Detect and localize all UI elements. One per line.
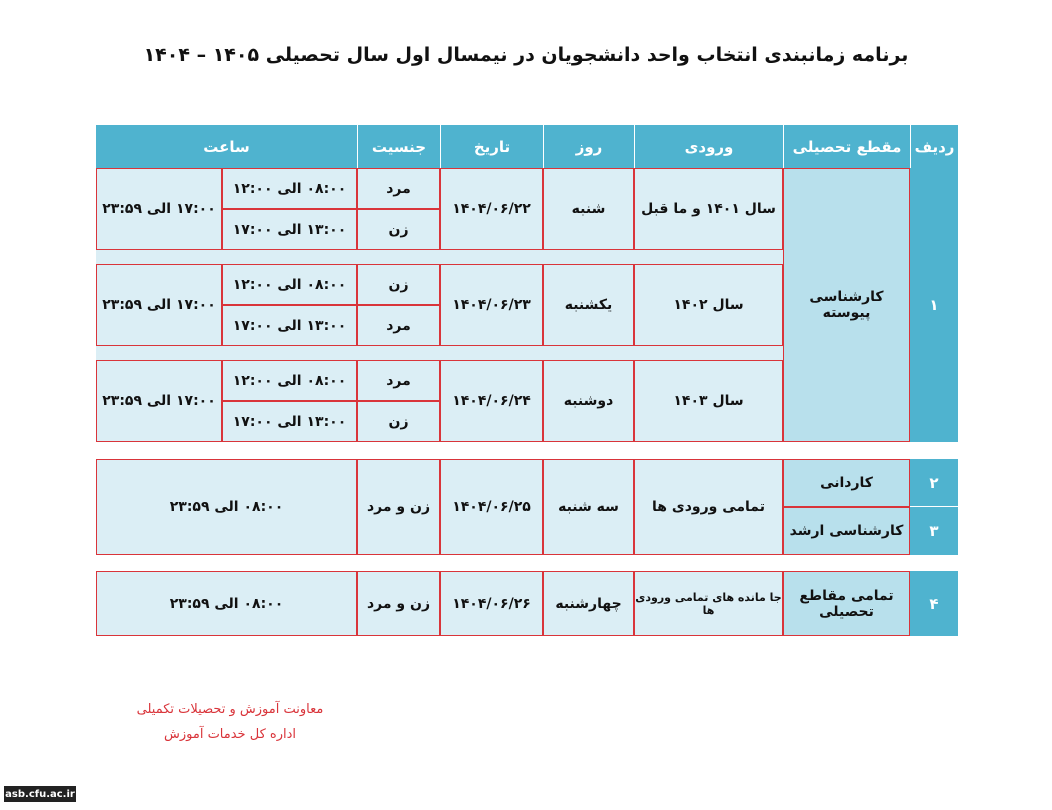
group3-entry: جا مانده های تمامی ورودی ها [634,571,783,636]
group2-day: سه شنبه [543,459,634,555]
header-day: روز [543,125,634,168]
group1-row-number: ۱ [910,168,958,442]
block1-gender-b: زن [357,209,440,250]
block3-time-b: ۱۳:۰۰ الی ۱۷:۰۰ [222,401,357,442]
group2-level-b: کارشناسی ارشد [783,507,910,555]
block3-date: ۱۴۰۴/۰۶/۲۴ [440,360,543,442]
block2-time-a: ۰۸:۰۰ الی ۱۲:۰۰ [222,264,357,305]
block2-date: ۱۴۰۴/۰۶/۲۳ [440,264,543,346]
group3-date: ۱۴۰۴/۰۶/۲۶ [440,571,543,636]
block3-time-a: ۰۸:۰۰ الی ۱۲:۰۰ [222,360,357,401]
block2-entry: سال ۱۴۰۲ [634,264,783,346]
block1-entry: سال ۱۴۰۱ و ما قبل [634,168,783,250]
group3-level: تمامی مقاطع تحصیلی [783,571,910,636]
block3-gender-b: زن [357,401,440,442]
block1-time-b: ۱۳:۰۰ الی ۱۷:۰۰ [222,209,357,250]
block2-time-all: ۱۷:۰۰ الی ۲۳:۵۹ [96,264,222,346]
block3-entry: سال ۱۴۰۳ [634,360,783,442]
footer-line1: معاونت آموزش و تحصیلات تکمیلی [136,702,324,717]
block2-day: یکشنبه [543,264,634,346]
group1-level: کارشناسی پیوسته [783,168,910,442]
block1-day: شنبه [543,168,634,250]
header-entry: ورودی [634,125,783,168]
block1-date: ۱۴۰۴/۰۶/۲۲ [440,168,543,250]
group2-level-a: کاردانی [783,459,910,507]
block3-day: دوشنبه [543,360,634,442]
block3-time-all: ۱۷:۰۰ الی ۲۳:۵۹ [96,360,222,442]
header-row-number: ردیف [910,125,958,168]
footer-line2: اداره کل خدمات آموزش [164,727,296,742]
group3-row-number: ۴ [910,571,958,636]
header-date: تاریخ [440,125,543,168]
block2-gender-a: زن [357,264,440,305]
site-badge[interactable]: asb.cfu.ac.ir [4,786,76,802]
block3-gender-a: مرد [357,360,440,401]
block2-time-b: ۱۳:۰۰ الی ۱۷:۰۰ [222,305,357,346]
block1-gender-a: مرد [357,168,440,209]
group2-date: ۱۴۰۴/۰۶/۲۵ [440,459,543,555]
block1-time-a: ۰۸:۰۰ الی ۱۲:۰۰ [222,168,357,209]
block2-gender-b: مرد [357,305,440,346]
group2-gender: زن و مرد [357,459,440,555]
group3-gender: زن و مرد [357,571,440,636]
header-gender: جنسیت [357,125,440,168]
group3-day: چهارشنبه [543,571,634,636]
header-level: مقطع تحصیلی [783,125,910,168]
group2-row-number-b: ۳ [910,507,958,555]
group2-time: ۰۸:۰۰ الی ۲۳:۵۹ [96,459,357,555]
header-time: ساعت [96,125,357,168]
page-title: برنامه زمانبندی انتخاب واحد دانشجویان در نیمسال اول سال تحصیلی ۱۴۰۵ – ۱۴۰۴ [143,44,909,66]
group3-time: ۰۸:۰۰ الی ۲۳:۵۹ [96,571,357,636]
group2-row-number-a: ۲ [910,459,958,507]
block1-time-all: ۱۷:۰۰ الی ۲۳:۵۹ [96,168,222,250]
group2-entry: تمامی ورودی ها [634,459,783,555]
